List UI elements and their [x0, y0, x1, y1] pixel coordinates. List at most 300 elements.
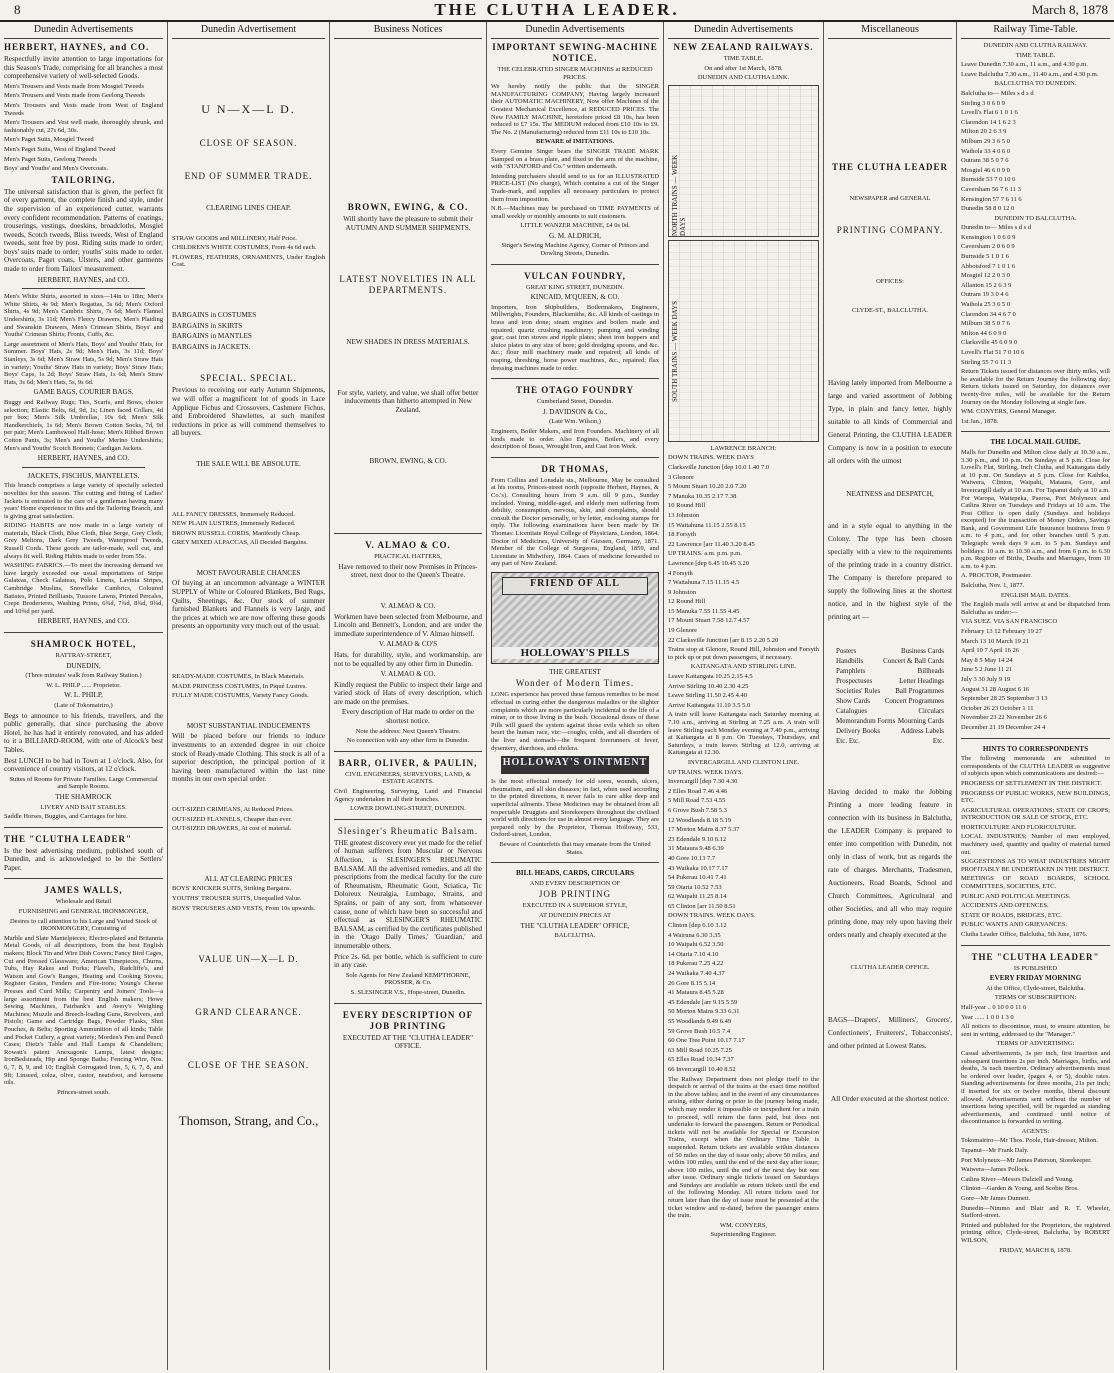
divider: [4, 878, 163, 879]
section-subheading: THE CELEBRATED SINGER MACHINES at REDUCED PRICES.: [497, 66, 653, 81]
divider: [961, 945, 1110, 946]
section-heading: PRINTING COMPANY.: [836, 224, 944, 235]
price-line: READY-MADE COSTUMES, In Black Materials.: [172, 673, 305, 681]
list-item: SUGGESTIONS AS TO WHAT INDUSTRIES MIGHT PROFITABLY BE UNDERTAKEN IN THE DISTRICT.: [961, 858, 1110, 873]
table-header: DOWN TRAINS. WEEK DAYS.: [668, 912, 756, 920]
price-line: BOYS' TROUSERS AND VESTS, From 10s upwards.: [172, 904, 316, 912]
ad-body: Price 2s. 6d. per bottle, which is sufficient to cure in any case.: [334, 952, 482, 970]
printing-line: [828, 696, 952, 706]
price-line: ALL FANCY DRESSES, Immensely Reduced.: [172, 510, 295, 518]
divider: [491, 862, 659, 863]
ad-item: Men's Paget Suits, Geelong Tweeds: [4, 155, 97, 163]
ad-body: Desires to call attention to his Large and Varied Stock of IRONMONGERY, Consisting of: [9, 917, 158, 933]
table-row: Mosgiel 12 2 0 3 0: [961, 272, 1010, 280]
table-row: 19 Glenore: [668, 627, 698, 635]
south-trains-table: [668, 240, 819, 442]
price-line: NEW PLAIN LUSTRES, Immensely Reduced.: [172, 520, 296, 528]
table-row: Milton 20 2 6 3 9: [961, 128, 1007, 136]
printing-item: Posters: [836, 647, 857, 656]
page-columns: [0, 22, 1114, 1370]
printing-line: [828, 726, 952, 736]
ad-body: Casual advertisements, 3s per inch, first insertion and subsequent insertions 2s per inch. Marriages, births, and deaths, 3s each insertion. Ordinary advertisements must be ordered over leader, (pages 4, or 5), double rates. Standing advertisements for three months, 21s per inch; if inserted for six or twelve months, liberal discount allowed. Advertisements sent without the number of insertions being specified, will be regarded as standing advertisements, and continued until notice of discontinuance is forwarded in writing.: [961, 1049, 1110, 1126]
section-subheading: TIME TABLE.: [1015, 51, 1056, 59]
table-row: Milton 44 6 0 9 0: [961, 329, 1007, 337]
printing-item: Mourning Cards: [897, 717, 944, 726]
ad-address: Singer's Sewing Machine Agency, Corner of Princes and Dowling Streets, Dunedin.: [501, 242, 649, 258]
ad-address: Princes-street south.: [57, 1088, 110, 1096]
printing-item: Business Cards: [901, 647, 944, 656]
ad-body: Men's White Shirts, assorted in sizes—14in to 18in; Men's White Shirts, 4s 9d; Men's Regattas, 3s 6d; Men's Oxford Shirts, 4s 9d; Men's Cambric Shirts, 7s 6d; Men's Flannel Undershirts, 3s 11d; Men's Fleecy Drawers, Men's Plaiding and Swanskin Drawers, Men's Crimean Shirts, Boys' and Youths' Crimean Shirts; Fronts, Cuffs, &c.: [4, 293, 163, 339]
column-miscellaneous: [824, 22, 957, 1370]
line-heading: DUNEDIN AND CLUTHA LINK.: [697, 74, 790, 82]
ad-body: Buggy and Railway Rugs; Ties, Scarfs, and Bows, choice selection; Elastic Belts, 6d, 9d, 1s; Linen faced Collars, 4d per box; Men's Silk Umbrellas, 10s 6d; Men's Silk Handkerchiefs, 1s 6d; Men's Brown Cotton Socks, 7d, 9d per pair; Men's Lambswool Half-hose; Men's Ribbed Brown Cotton Pants, 3s; Men's and Youths' Merino Undershirts; Men's and Youths' Scotch Bonnets; Cardigan Jackets.: [4, 398, 163, 452]
list-item: Clinton—Garden & Young, and Scobie Bros.: [961, 1185, 1079, 1193]
notice-signature: WM. CONYERS, General Manager.: [961, 408, 1057, 416]
table-row: Arrive Kaitangata 11.10 3.5 5.0: [668, 701, 751, 709]
column-dunedin-advertisement: [168, 22, 330, 1370]
printing-item: Etc. Etc.: [836, 737, 860, 746]
table-row: 24 Waikaka 7.40 4.37: [668, 970, 725, 978]
hotel-distance: (Three minutes' walk from Railway Station.): [25, 672, 142, 680]
price-line: OUT-SIZED CRIMEANS, At Reduced Prices.: [172, 805, 294, 813]
ad-body: Hats, for durability, style, and workmanship, are not to be equalled by any other firm in Dunedin.: [334, 650, 482, 668]
price-line: GREY MIXED ALPACCAS, All Decided Bargains.: [172, 539, 308, 547]
section-heading: TERMS OF ADVERTISING:: [996, 1040, 1075, 1048]
list-item: Dunedin—Nimmo and Blair and R. T. Wheeler, Stafford-street.: [961, 1204, 1110, 1220]
holloways-ointment-banner: HOLLOWAY'S OINTMENT: [501, 756, 649, 774]
ad-body: Intending purchasers should send to us for an ILLUSTRATED PRICE-LIST (No charge), Which contains a cut of the Singer Trade-mark, and supplies all necessary particulars to protect them from imposition.: [491, 172, 659, 203]
section-heading: ALL AT CLEARING PRICES: [204, 874, 293, 883]
table-row: Stirling 3 0 6 0 9: [961, 99, 1005, 107]
list-item: LOCAL INDUSTRIES; Number of men employed, machinery used, quantity and quality of material turned out.: [961, 833, 1110, 856]
table-row: October 26 23 October 1 11: [961, 704, 1034, 712]
list-item: Tokomairiro—Mr Thos. Poole, Hair-dresser, Milton.: [961, 1137, 1098, 1145]
list-item: STATE OF ROADS, BRIDGES, ETC.: [961, 911, 1062, 919]
table-header: UP TRAINS. WEEK DAYS.: [668, 768, 744, 776]
price-line: YOUTHS' TROUSER SUITS, Unequalled Value.: [172, 894, 302, 902]
table-row: 22 Clarksville Junction [arr 8.15 2.20 5.20: [668, 636, 779, 644]
table-row: 14 Otaria 7.10 4.10: [668, 950, 719, 958]
ad-body: All notices to discontinue, must, to ensure attention, be sent in writing, addressed to the "Manager.": [961, 1023, 1110, 1038]
section-heading: CLEARING LINES CHEAP.: [206, 204, 291, 212]
column-business-notices: [330, 22, 487, 1370]
section-heading: BEWARE of IMITATIONS.: [536, 138, 614, 146]
ad-body: The universal satisfaction that is given, the perfect fit of every garment, the complete finish and style, under the supervision of an experienced cutter, warrants every confident recommendation. Patterns of coatings, trouserings, vestings, doeskins, broadcloths, Mosgiel tweeds, Scotch tweeds, Bliss tweeds, West of England tweeds, sent free by post. Riding suits made to order; boys' suits made to order; youths' suits made to order. Overcoats, Paget coats, Ulsters, and other garments made to order from Tailors' measurement.: [4, 187, 163, 274]
list-item: Waiwera—James Pollock.: [961, 1166, 1030, 1174]
column-dunedin-advertisements-2: [487, 22, 664, 1370]
table-row: 55 Woodlands 9.49 6.49: [668, 1018, 732, 1025]
table-row: Half-year .. 0 10 0 0 11 6: [961, 1003, 1027, 1011]
table-row: May 8 5 May 14 24: [961, 656, 1013, 664]
section-subheading: EXECUTED IN A SUPERIOR STYLE,: [522, 902, 628, 910]
table-row: 2 Elles Road 7.46 4.46: [668, 787, 728, 795]
section-subheading: LIVERY AND BAIT STABLES.: [40, 803, 127, 811]
table-row: Kensington 1 0 6 0 9: [961, 233, 1016, 241]
table-row: 23 Edendale 9.10 6.12: [668, 835, 727, 843]
table-row: Clinton [dep 6.10 3.12: [668, 922, 727, 930]
printing-line: [828, 686, 952, 696]
bargain-line: BARGAINS in JACKETS.: [172, 342, 251, 351]
list-item: HORTICULTURE AND FLORICULTURE.: [961, 823, 1077, 831]
table-row: 7 Waitahuna 7.15 11.15 4.5: [668, 579, 740, 587]
section-heading: CLOSE OF THE SEASON.: [187, 1060, 310, 1071]
notice-signature: Clutha Leader Office, Balclutha, 5th June, 1876.: [961, 931, 1088, 938]
table-row: 22 Lawrence [arr 11.40 3.20 8.45: [668, 540, 755, 548]
ad-body: This branch comprises a large variety of specially selected novelties for this season. The cutting and fitting of Ladies' Jackets is entrusted to the care of a gentleman having many years' Home experience in this and the Tailoring Branch, and is giving great satisfaction.: [4, 482, 163, 520]
table-row: 31 Mataura 9.48 6.39: [668, 845, 724, 853]
printing-line: [828, 736, 952, 746]
ad-body: Kindly request the Public to inspect their large and varied stock of Hats of every description, which are made on the premises.: [334, 680, 482, 706]
list-item: PUBLIC WANTS AND GRIEVANCES.: [961, 921, 1067, 929]
section-heading: GAME BAGS, COURIER BAGS.: [33, 388, 134, 397]
ad-signature: BROWN, EWING, & CO.: [369, 456, 447, 465]
ad-address: Cumberland Street, Dunedin.: [536, 398, 614, 406]
section-heading: MOST SUBSTANTIAL INDUCEMENTS: [186, 721, 311, 730]
table-row: Abbotsford 7 1 0 1 6: [961, 262, 1015, 270]
table-row: Waihola 25 3 6 5 0: [961, 301, 1011, 309]
ad-item: Men's Paget Suits, Mosgiel Tweed: [4, 136, 94, 144]
proprietor-origin: (Late of Tokomairiro,): [54, 701, 113, 709]
ad-firm-name: HERBERT, HAYNES, and CO.: [4, 42, 150, 52]
newspaper-title: THE CLUTHA LEADER.: [434, 0, 680, 19]
ad-body: Importers, Iron Shipbuilders, Boilermakers, Engineers, Millwrights, Founders, Blacksmiths, &c. All kinds of castings in brass and iron done; steam engines and boilers made and repaired; quartz crushing machinery; pumping and winding gear; cast iron stoves and ripple plates; sheet iron hoppers and sluice plates to any size of bore; gold dredging spoons, and &c. &c.; flour mill machinery made and repaired; all kinds of reaping, threshing, horse power machines, &c., repaired; flax dressing machines made to order.: [491, 303, 659, 372]
section-heading: GRAND CLEARANCE.: [195, 1007, 302, 1018]
hotel-proprietor: W. L. PHILP ...... Proprietor.: [46, 681, 121, 689]
section-subheading: On and after 1st March, 1878.: [704, 64, 783, 72]
ad-address: At the Office, Clyde-street, Balclutha.: [986, 984, 1085, 992]
bargain-line: BARGAINS in MANTLES: [172, 332, 252, 341]
ironmonger-name: JAMES WALLS,: [44, 885, 123, 896]
table-row: 54 Pukerau 10.41 7.41: [668, 874, 727, 882]
firm-signature: Thomson, Strang, and Co.,: [178, 1113, 319, 1129]
table-row: Clarendon 14 1 6 2 3: [961, 118, 1016, 126]
table-row: 17 Morton Mains 8.37 5.37: [668, 826, 740, 834]
table-note: Leave Dunedin 7.30 a.m., 11 a.m., and 4.30 p.m.: [961, 61, 1088, 69]
printing-heading: EVERY DESCRIPTION OF JOB PRINTING: [342, 1009, 474, 1031]
list-item: MEETINGS OF ROAD BOARDS, SCHOOL COMMITTEES, SOCIETIES, ETC.: [961, 875, 1110, 891]
ad-address: LOWER DOWLING-STREET, DUNEDIN.: [350, 805, 466, 813]
divider: [22, 288, 145, 289]
column-dunedin-advertisements: [0, 22, 168, 1370]
table-row: Outram 38 5 0 7 6: [961, 157, 1009, 165]
bargain-line: BARGAINS in SKIRTS: [172, 321, 243, 330]
printing-item: Societies' Rules: [836, 687, 881, 696]
ad-body: Saddle Horses, Buggies, and Carriages for hire.: [4, 813, 128, 821]
ad-body: WASHING FABRICS.—To meet the increasing demand we have largely exceeded our usual importations of Stripe Galateas, Check Galateas, Polo Linens, Lavinia Stripes, Cambridge Muslins, Snowflake Cambrics, Coloured Batistes, Printed Brilliants, Tussore Lawns, Printed Percales, Crepe Broderieres, Washing Prints, 6¾d, 7¾d, 8¾d, 9¾d, and 10¾d per yard.: [4, 562, 163, 615]
section-subheading: PRACTICAL HATTERS,: [374, 553, 442, 561]
line-heading: KAITANGATA AND STIRLING LINE.: [690, 663, 797, 671]
printing-line: [828, 656, 952, 666]
page-number: 8: [14, 2, 21, 17]
table-row: Balclutha to— Miles s d s d: [961, 89, 1034, 97]
section-heading: TAILORING.: [51, 174, 116, 185]
printing-item: Catalogues: [836, 707, 868, 716]
ad-body: Every Genuine Singer bears the SINGER TRADE MARK Stamped on a brass plate, and fixed to the arm of the machine, with "STANFORD and Co." written underneath.: [491, 147, 659, 171]
bargain-line: BARGAINS in COSTUMES: [172, 310, 257, 319]
price-line: LITTLE WANZER MACHINE, £4 0s 0d.: [520, 222, 630, 230]
printing-item: Ball Programmes: [895, 687, 944, 696]
ad-body: Previous to receiving our early Autumn Shipments, we will offer a magnificent lot of goods in Lace Applique Fichus and Crossovers, Cashmere Fichus, and Embroidered Shawlettes, at such manifest reductions in price as will commend themselves to all buyers.: [172, 386, 325, 438]
table-row: Allanton 15 2 6 3 9: [961, 281, 1012, 289]
printing-line: [828, 706, 952, 716]
ad-body: Having decided to make the Jobbing Printing a more leading feature in connection with its business in Balclutha, the LEADER Company is prepared to enter into competition with Dunedin, not only in class of work, but as regards the rate of charges. Merchants, Tradesmen, Auctioneers, Road Boards, School and Church Committees, Agricultural and other Societies, and all who may require printing done, may rely upon having their orders neatly and cheaply executed at the: [828, 788, 952, 940]
hotel-city: DUNEDIN,: [66, 661, 101, 670]
section-heading: V. ALMAO & CO'S: [378, 640, 438, 649]
north-trains-table: [668, 85, 819, 237]
section-subheading: IS PUBLISHED: [1013, 964, 1058, 972]
holloways-pills-illustration: [491, 572, 659, 664]
divider: [334, 819, 482, 820]
table-row: Dunedin 58 8 0 12 0: [961, 205, 1015, 213]
mail-guide-body: Malls for Dunedin and Milton close daily at 10.30 a.m., 3.30 p.m., and 10 p.m. On Sundays at 5 p.m. Close for Lovell's Flat, Stirling, Inch Clutha, and Kaitangata daily at 10 p.m. On Sundays at 5 p.m. Close for Kaihiku, Waiwera, Clinton, Waipahi, Mataura, Gore, and Invercargill daily at 10 a.m. For Tapanui daily at 10 a.m. For Waropa, Waitepeka, Paeroa, Port Molyneux and Catlins River on Tuesdays and Fridays at 10 a.m. The Post Office is open daily (Sundays and holidays excepted) for the transaction of Money Orders, Savings Bank, and Government Life Insurance business from 9 a.m. to 4 p.m., and for other branches until 5 p.m. Telegraph: week days 9 a.m. to 5 p.m. Sundays and holidays: 10 a.m. to 10.30 a.m., and from 6 p.m. to 6.30 p.m. Register of Births, Deaths and Marriages, from 10 a.m. to 4 p.m.: [961, 448, 1110, 570]
price-line: BROWN RUSSELL CORDS, Manifestly Cheap.: [172, 529, 301, 537]
table-row: 26 Gore 8.15 5.14: [668, 979, 716, 987]
friend-of-all-banner: FRIEND OF ALL: [502, 577, 648, 595]
printing-item: Show Cards: [836, 697, 871, 706]
table-row: Leave Kaitangata 10.25 2.15 4.5: [668, 673, 753, 681]
hotel-street: RATTRAY-STREET,: [55, 652, 112, 659]
divider: [4, 632, 163, 633]
column-heading: Dunedin Advertisement: [172, 22, 325, 39]
printing-line: [828, 716, 952, 726]
printing-item: Memorandum Forms: [836, 717, 896, 726]
printing-line: [828, 666, 952, 676]
table-row: April 10 7 April 16 26: [961, 647, 1019, 655]
ad-item: Men's Trousers and Vests made from Geelong Tweeds: [4, 92, 145, 100]
table-note: The Railway Department does not pledge itself to the despatch or arrival of the trains at the exact time notified in the above tables; and in the event of any circumstances arising, either during or prior to the journey being made, which may render it impossible or inexpedient for a train to proceed, will return the fares paid, but does not undertake to forward the passengers. Return or Periodical tickets will not be available for Special or Excursion Trains, except when the Ordinary Time Table is suspended. Return tickets are available within distances of 50 miles on the day of issue only; above 50 miles, and within 100 miles, until the end of the next day after issue; above 100 miles, until the end of the next day but one after issue. Ordinary single tickets issued on Saturdays and Sundays are available as return tickets until the end of the following Monday. All return tickets used for return later than the day of issue must be presented at the ticket window and re-dated, before the passenger enters the train.: [668, 1075, 819, 1220]
section-subheading: CIVIL ENGINEERS, SURVEYORS, LAND, & ESTATE AGENTS.: [345, 770, 471, 786]
table-row: 43 Waikaka 10.17 7.17: [668, 864, 728, 872]
table-row: 60 One Tree Point 10.17 7.17: [668, 1037, 745, 1045]
divider: [491, 457, 659, 458]
ad-body: No connection with any other firm in Dunedin.: [346, 737, 470, 745]
table-header: VIA SUEZ. VIA SAN FRANCISCO: [961, 618, 1058, 626]
ad-body: Of buying at an uncommon advantage a WINTER SUPPLY of White or Coloured Blankets, Bed Rugs, Quilts, Sheetings, &c. Our stock of summer furnished Blankets and Flannels is very large, and the prices at which we are now offering these goods presents an opportunity very much out of the usual.: [172, 579, 325, 631]
ad-signature: HERBERT, HAYNES, and CO.: [37, 275, 130, 284]
ad-body: THE greatest discovery ever yet made for the relief of human sufferers from Muscular or Nervous Affection, is SLESINGER'S RHEUMATIC BALSAM. All the advertised remedies, and all the prescriptions from the medical faculty for the cure of Rheumatism, Rheumatic Gout, Sciatica, Tic Doloreux Neuralgia, Lumbago, Strains, and Sprains, or pain of any sort, from whatsoever cause, none of which have been so successful and effectual as SLESINGER'S RHEUMATIC BALSAM, as certified by the certificates published in the 'Otago Daily Times,' 'Guardian,' and innumerable others.: [334, 838, 482, 950]
ad-body: BAGS—Drapers', Milliners', Grocers', Confectioners', Fruiterers', Tobacconists', and other printed at Lowest Rates.: [828, 1015, 952, 1050]
column-heading: Miscellaneous: [828, 22, 952, 39]
table-row: February 13 12 February 19 27: [961, 628, 1043, 635]
ad-body: We hereby notify the public that the SINGER MANUFACTURING COMPANY, Having largely increased their AUTOMATIC MACHINERY, Now offer Machines of the Greatest Mechanical Excellence, at REDUCED PRICES. The New FAMILY MACHINE, heretofore priced £8 10s, has been reduced to £7 15s. The MEDIUM reduced from £10 10s to £9. The No. 2 (Manufacturing) reduced from £11 10s to £10 10s.: [491, 83, 659, 136]
column-heading: Business Notices: [334, 22, 482, 39]
ad-body: Is the most effectual remedy for old sores, wounds, ulcers, rheumatism, and all skin diseases; in fact, when used according to the printed directions, it never fails to cure alike deep and superficial ailments. These Medicines may be obtained from all respectable Druggists and Storekeepers throughout the civilised world with directions for use in almost every language. They are prepared only by the Proprietor, Thomas Holloway, 533, Oxford-street, London.: [491, 778, 659, 839]
ad-body: Will be placed before our friends to induce investments to an extended degree in our choice stock of Ready-made Clothing. This stock is all of a superior description, the principal portion of it having been manufactured within the last nine months in our own special order.: [172, 732, 325, 784]
printing-office: CLUTHA LEADER OFFICE.: [850, 964, 930, 972]
divider: [4, 827, 163, 828]
section-heading: CLOSE OF SEASON.: [199, 138, 298, 148]
table-row: Invercargill [dep 7.30 4.30: [668, 778, 738, 786]
ad-body: RIDING HABITS are now made in a large variety of materials, Black Cloth, Blue Cloth, Blue Serge, Grey Cloth, Grey Meltons, Dark Grey Tweeds, Waterproof Tweeds, Russell Cords. These goods are tailor-made, well cut, and always fit well. Riding Habits made to order from 55s.: [4, 522, 163, 560]
divider: [491, 264, 659, 265]
table-row: 4 Wairuna 6.30 3.35: [668, 931, 721, 939]
printing-item: Concert & Ball Cards: [883, 657, 944, 666]
list-item: AGRICULTURAL OPERATIONS; STATE OF CROPS; INTRODUCTION OR SALE OF STOCK, ETC.: [961, 806, 1110, 822]
printing-item: Address Labels: [900, 727, 944, 736]
imprint: Printed and published for the Proprietors, the registered printing office, Clyde-street, Balclutha, by ROBERT WILSON,: [961, 1221, 1110, 1244]
table-row: July 3 30 July 9 19: [961, 675, 1011, 683]
imprint-date: FRIDAY, MARCH 8, 1878.: [999, 1246, 1072, 1254]
notice-date: 1st Jan., 1878.: [961, 417, 999, 425]
table-row: Arrive Stirling 10.40 2.30 4.25: [668, 682, 749, 690]
ad-item: Men's Paget Suits, West of England Tweed: [4, 145, 116, 153]
ad-body: Every description of Hat made to order on the shortest notice.: [341, 708, 475, 726]
holloways-pills-label: HOLLOWAY'S PILLS: [492, 647, 658, 659]
ad-body: From Collins and Lonsdale sts., Melbourne, May be consulted at his rooms, Princes-street north (opposite Herbert, Haynes, & Co.'s). Consulting hours from 9 a.m. till 9 p.m., Sunday included. Young, middle-aged, and elderly men suffering from debility, consumption, nervous, skin, and complaints, should consult the Doctor personally, or by letter, enclosing stamps for reply. The following examinations have been made by Dr Thomas: Licentiate Royal College of Physicians, London, 1864. Doctor of Medicines, University of Giessen, Germany, 1871. Member of the College of Surgeons, England, 1859, and Licentiate in Midwifery, 1864. Cases of medicine forwarded to any part of New Zealand.: [491, 476, 659, 568]
section-heading: VALUE UN—X—L D.: [198, 954, 299, 965]
section-heading: THE GREATEST: [549, 667, 601, 676]
table-row: Lovell's Flat 6 1 0 1 6: [961, 109, 1018, 117]
ad-body: Have removed to their now Premises in Princes-street, next door to the Queen's Theatre.: [338, 562, 478, 580]
table-row: December 21 19 December 24 4: [961, 723, 1046, 731]
table-row: 18 Pukerau 7.25 4.22: [668, 960, 724, 968]
section-subheading: AND EVERY DESCRIPTION OF: [529, 879, 621, 887]
ad-body: Is the best advertising medium, published south of Dunedin, and is acknowledged to be the Settlers' Paper.: [4, 846, 163, 872]
list-item: ACCIDENTS AND OFFENCES.: [961, 902, 1049, 910]
hotel-name: SHAMROCK HOTEL,: [30, 639, 137, 649]
section-heading: ENGLISH MAIL DATES.: [1000, 591, 1071, 599]
ad-agents: Sole Agents for New Zealand KEMPTHORNE, PROSSER, & Co.: [345, 971, 471, 987]
section-heading: LATEST NOVELTIES IN ALL DEPARTMENTS.: [339, 274, 477, 296]
table-row: June 5 2 June 11 21: [961, 666, 1013, 674]
line-heading: DUNEDIN AND CLUTHA RAILWAY.: [983, 42, 1088, 49]
firm-name: KINCAID, M'QUEEN, & CO.: [530, 293, 620, 302]
firm-heading: BROWN, EWING, & CO.: [347, 202, 469, 212]
firm-heading: V. ALMAO & CO.: [365, 540, 451, 551]
table-row: November 23 22 November 26 6: [961, 714, 1047, 722]
section-heading: THE SALE WILL BE ABSOLUTE.: [196, 459, 301, 468]
ad-body: For style, variety, and value, we shall offer better inducements than hitherto attempted in New Zealand.: [337, 388, 479, 414]
ad-body: N.B.—Machines may be purchased on TIME PAYMENTS of small weekly or monthly amounts to suit customers.: [491, 205, 659, 220]
table-row: Dunedin to— Miles s d s d: [961, 224, 1032, 232]
firm-name: J. DAVIDSON & Co.,: [542, 407, 608, 416]
printing-item: Pamphlets: [836, 667, 866, 676]
printing-office: EXECUTED AT THE "CLUTHA LEADER" OFFICE.: [342, 1033, 474, 1051]
printing-line: [828, 646, 952, 656]
doctor-heading: DR THOMAS,: [541, 463, 609, 474]
section-heading: Wonder of Modern Times.: [515, 678, 635, 689]
printing-item: Billheads: [917, 667, 944, 676]
section-heading: TERMS OF SUBSCRIPTION:: [994, 994, 1077, 1002]
printing-heading: BILL HEADS, CARDS, CIRCULARS: [515, 869, 635, 878]
table-row: 66 Invercargill 10.40 8.52: [668, 1065, 736, 1073]
table-row: Milburn 29 3 6 5 0: [961, 137, 1010, 145]
table-note: Trains stop at Glenore, Round Hill, Johnston and Forsyth to pick up or put down passengers, if necessary.: [668, 646, 819, 661]
list-item: Catlins River—Messrs Dalziell and Young.: [961, 1175, 1074, 1183]
section-heading: NEATNESS and DESPATCH,: [846, 489, 934, 498]
table-row: Burnside 53 7 0 10 6: [961, 176, 1016, 184]
column-heading: Railway Time-Table.: [961, 22, 1110, 39]
ad-item: Men's Trousers and Vest well made, thoroughly shrunk, and fashionably cut, 27s 6d, 30s.: [4, 119, 163, 134]
firm-former: (Late Wm. Wilson,): [549, 418, 601, 426]
leader-company-heading: THE CLUTHA LEADER: [831, 162, 949, 172]
table-header: UP TRAINS. a.m. p.m. p.m.: [668, 550, 742, 558]
ad-body: Suites of Rooms for Private Families. Large Commercial and Sample Rooms.: [9, 775, 158, 791]
table-row: 5 Mount Stuart 10.20 2.0 7.20: [668, 483, 747, 491]
table-row: 4 Forsyth: [668, 569, 693, 577]
ad-address: GREAT KING STREET, DUNEDIN.: [525, 283, 625, 291]
table-note: Return Tickets issued for distances over thirty miles, will be available for the Return Journey the following day; Return tickets issued on Saturday, for distances over twenty-five miles, will be available for the Return Journey on the Monday following at single fare.: [961, 368, 1110, 406]
ad-item: Boys' and Youths' and Men's Overcoats.: [4, 165, 109, 173]
table-row: 59 Otaria 10.52 7.53: [668, 883, 722, 891]
table-header: DUNEDIN TO BALCLUTHA.: [994, 214, 1077, 222]
notice-signature: A. PROCTOR, Postmaster.: [961, 572, 1032, 580]
agent-name: G. M. ALDRICH,: [548, 231, 602, 240]
section-heading: V. ALMAO & CO.: [380, 670, 436, 679]
price-line: MADE PRINCESS COSTUMES, In Piqué Lustres.: [172, 682, 307, 690]
table-row: Caversham 2 0 6 0 9: [961, 243, 1015, 251]
printing-office: THE "CLUTHA LEADER" OFFICE,: [520, 921, 630, 930]
price-line: BOYS' KNICKER SUITS, Striking Bargains.: [172, 885, 292, 893]
list-item: PROGRESS OF PUBLIC WORKS, NEW BUILDINGS, ETC.: [961, 789, 1110, 805]
table-row: 40 Gore 10.13 7.7: [668, 854, 716, 862]
divider: [334, 751, 482, 752]
ad-body: LONG experience has proved these famous remedies to be most effectual in curing either the dangerous maladies or the slighter complaints which are more particularly incidental to the life of a miner, or to those living in the bush. Occasional doses of these Pills will guard the system against those evils which so often beset the human race, viz:—coughs, colds, and all disorders of the liver and stomach—the frequent forerunners of fever, dysentery, diarrhoea, and cholera.: [491, 691, 659, 752]
ad-body: Having lately imported from Melbourne a large and varied assortment of Jobbing Type, in plain and fancy letter, highly suitable to all kinds of Commercial and General Printing, the CLUTHA LEADER Company is now in a position to execute all orders with the utmost: [828, 378, 952, 465]
table-header: DOWN TRAINS. WEEK DAYS: [668, 454, 754, 462]
table-row: 12 Round Hill: [668, 598, 706, 606]
table-caption: SOUTH TRAINS — WEEK DAYS: [671, 300, 679, 402]
ironmonger-sub: Wholesale and Retail: [55, 898, 112, 906]
ad-body: Beware of Counterfeits that may emanate from the United States.: [499, 840, 651, 856]
price-line: OUT-SIZED FLANNELS, Cheaper than ever.: [172, 815, 292, 823]
list-item: Gore—Mr James Dunnett.: [961, 1195, 1031, 1203]
section-heading: MOST FAVOURABLE CHANCES: [196, 568, 301, 577]
table-row: 13 Johnston: [668, 511, 700, 519]
ad-address: Note the address: Next Queen's Theatre.: [355, 727, 461, 735]
leader-heading: THE "CLUTHA LEADER": [4, 833, 133, 844]
printing-item: Delivery Books: [836, 727, 881, 736]
column-railways: [664, 22, 824, 1370]
firm-heading: BARR, OLIVER, & PAULIN,: [338, 757, 478, 768]
masthead: [0, 0, 1114, 22]
table-row: 10 Waipahi 6.52 3.50: [668, 941, 724, 949]
divider: [961, 738, 1110, 739]
printing-line: [828, 676, 952, 686]
printing-item: Letter Headings: [899, 677, 944, 686]
table-row: 5 Mill Road 7.53 4.55: [668, 797, 726, 805]
table-row: 9 Johnston: [668, 588, 696, 596]
divider: [961, 431, 1110, 432]
table-row: Milburn 38 5 0 7 6: [961, 320, 1010, 328]
hints-heading: HINTS TO CORRESPONDENTS: [982, 744, 1089, 753]
section-heading: EVERY FRIDAY MORNING: [989, 974, 1082, 983]
divider: [334, 533, 482, 534]
table-row: March 13 10 March 19 21: [961, 637, 1030, 645]
printing-item: Prospectuses: [836, 677, 873, 686]
railways-heading: NEW ZEALAND RAILWAYS.: [673, 42, 814, 52]
foundry-heading: THE OTAGO FOUNDRY: [515, 385, 635, 396]
ad-body: Begs to announce to his friends, travellers, and the public generally, that since purchasing the above Hotel, he has had it entirely renovated, and has added to it a BILLIARD-ROOM, with one of Alcock's best Tables.: [4, 711, 163, 754]
table-row: Clarksville 45 6 0 9 0: [961, 339, 1018, 347]
notice-date: Balclutha, Nov. 1, 1877.: [961, 582, 1025, 590]
ad-signature: HERBERT, HAYNES, and CO.: [37, 454, 130, 463]
sewing-heading: IMPORTANT SEWING-MACHINE NOTICE.: [492, 42, 658, 63]
list-item: Port Molyneux—Mr James Paterson, Storekeeper.: [961, 1156, 1092, 1164]
table-row: 12 Woodlands 8.18 5.19: [668, 816, 732, 824]
column-heading: Dunedin Advertisements: [668, 22, 819, 39]
table-row: August 31 28 August 6 16: [961, 685, 1030, 693]
section-subheading: TIME TABLE.: [723, 55, 764, 62]
table-row: 10 Round Hill: [668, 502, 706, 510]
table-row: Lawrence [dep 6.45 10.45 3.20: [668, 559, 750, 567]
section-heading: V. ALMAO & CO.: [380, 601, 436, 610]
table-caption: NORTH TRAINS — WEEK DAYS: [671, 154, 687, 236]
table-row: 41 Mataura 8.45 5.28: [668, 989, 724, 997]
section-subheading: NEWSPAPER and GENERAL: [849, 195, 931, 202]
table-row: 45 Edendale [arr 9.15 5.59: [668, 998, 738, 1006]
office-town: BALCLUTHA.: [554, 932, 596, 940]
